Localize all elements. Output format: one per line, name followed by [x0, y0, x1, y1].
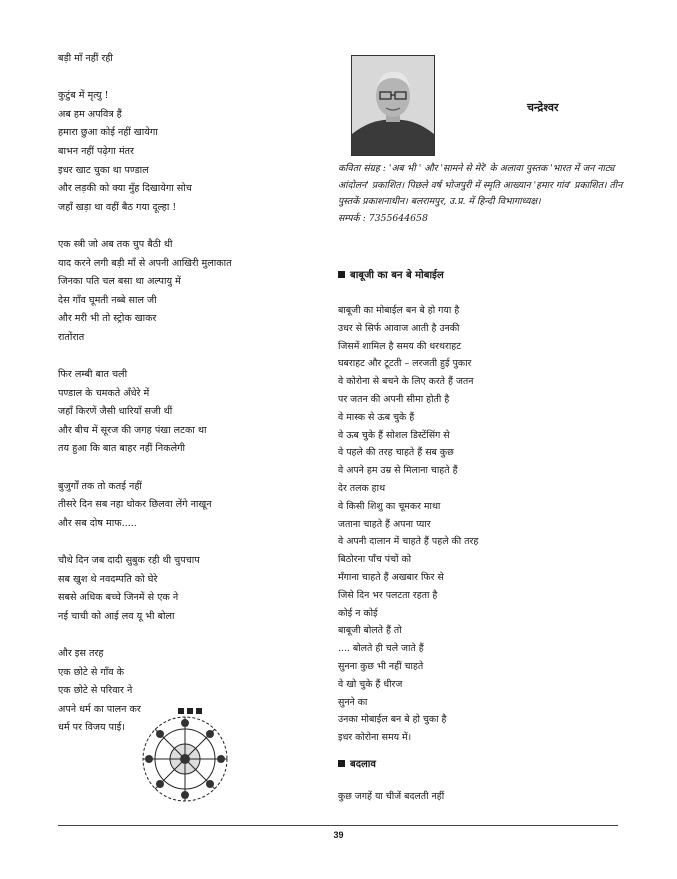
author-name: चन्द्रेश्वर [527, 101, 559, 114]
left-poem [58, 50, 308, 738]
poem-line: बिठोरना पाँच पंचों को [338, 554, 412, 566]
poem-line: सब खुश थे नवदम्पति को घेरे [58, 573, 158, 585]
author-bio [338, 161, 628, 227]
poem-line: पण्डाल के चमकते अँधेरे में [58, 387, 150, 399]
poem-line: और इस तरह [58, 648, 104, 659]
poem-line: वे ऊब चुके हैं सोशल डिस्टेंसिंग से [338, 429, 450, 441]
poem-line: तय हुआ कि बात बाहर नहीं निकलेगी [58, 443, 185, 455]
poem-line: वे अपने हम उम्र से मिलाना चाहते हैं [338, 465, 458, 477]
poem-line: कुटुंब में मृत्यु ! [58, 90, 109, 102]
poem-line: सुनना कुछ भी नहीं चाहते [338, 660, 424, 672]
poem-line: तीसरे दिन सब नहा धोकर छिलवा लेंगे नाखून [58, 499, 212, 511]
poem-line: घबराहट और टूटती – लरजती हुई पुकार [338, 358, 472, 370]
poem-line: जताना चाहते हैं अपना प्यार [338, 518, 431, 530]
poem-line: और मरी भी तो स्ट्रोक खाकर [58, 313, 157, 325]
poem-line: रातोंरात [58, 331, 85, 343]
poem-line: वे पहले की तरह चाहते हैं सब कुछ [338, 447, 454, 459]
poem-line: बुजुर्गों तक तो कतई नहीं [58, 480, 142, 492]
author-bio-text: कविता संग्रह : 'अब भी ' और 'सामने से मेरे' के अलावा पुस्तक 'भारत में जन नाट्य आंदोलन' प्रकाशित। पिछले वर्ष भोजपुरी में स्मृति आख्यान 'हमार गांव' प्रकाशित। तीन पुस्तकें प्रकाशनाधीन। बलरामपुर, उ.प्र. में हिन्दी विभागाध्यक्ष। [338, 163, 623, 207]
poem-line: अपने धर्म का पालन कर [58, 703, 141, 715]
poem-line: इधर खाट चुका था पण्डाल [58, 164, 149, 176]
poem-line: वे अपनी दालान में चाहते हैं पहले की तरह [338, 536, 479, 548]
author-photo [351, 55, 435, 156]
poem-line: बाबूजी बोलते हैं तो [338, 625, 402, 637]
footer-rule [58, 825, 618, 826]
poem-line: जिसे दिन भर पलटता रहता है [338, 589, 438, 601]
poem-line: जहाँ किरणें जैसी धारियाँ सजी थीं [58, 406, 173, 418]
poem-line: एक छोटे से परिवार ने [58, 685, 133, 697]
poem-line: जिनका पति चल बसा था अल्पायु में [58, 276, 181, 288]
poem-line: याद करने लगी बड़ी माँ से अपनी आखिरी मुलाकात [58, 257, 232, 269]
author-contact: सम्पर्क : 7355644658 [338, 212, 428, 224]
poem-babuji [338, 302, 628, 747]
poem-line: मँगाना चाहते हैं अखबार फिर से [338, 571, 444, 583]
stanza-gap [58, 533, 308, 552]
stanza-gap [58, 459, 308, 478]
poem-line: और लड़की को क्या मुँह दिखायेगा सोच [58, 183, 192, 195]
poem-title-text: बदलाव [350, 759, 376, 770]
poem-line: बाभन नहीं पढ़ेगा मंतर [58, 145, 134, 157]
section-separator [178, 699, 206, 705]
sun-emblem-illustration [140, 713, 230, 805]
square-bullet-icon [338, 760, 345, 767]
stanza-gap [58, 217, 308, 236]
poem-line: जिसमें शामिल है समय की धरथराहट [338, 340, 461, 352]
poem-line: उनका मोबाईल बन बे हो चुका है [338, 714, 447, 726]
poem-line: सबसे अधिक बच्चे जिनमें से एक ने [58, 592, 179, 604]
poem-line: और बीच में सूरज की जगह पंखा लटका था [58, 424, 207, 436]
poem-line: देर तलक हाथ [338, 482, 386, 494]
stanza-gap [58, 626, 308, 645]
poem-line: और सब दोष माफ..... [58, 517, 137, 529]
poem-title-text: बाबूजी का बन बे मोबाईल [350, 270, 444, 281]
poem-line: इधर कोरोना समय में। [338, 732, 412, 744]
poem-line: अब हम अपवित्र हैं [58, 108, 122, 120]
stanza-gap [58, 69, 308, 88]
stanza-gap [58, 348, 308, 367]
poem-line: एक स्त्री जो अब तक चुप बैठी थी [58, 238, 173, 250]
poem-line: बाबूजी का मोबाईल बन बे हो गया है [338, 305, 460, 316]
poem-line: देस गाँव घूमती नब्बे साल जी [58, 294, 157, 306]
poem-badlav-first-line: कुछ जगहें या चीजें बदलती नहीं [338, 791, 445, 802]
poem-line: वे खो चुके हैं धीरज [338, 678, 403, 690]
poem-line: कोई न कोई [338, 607, 378, 619]
poem-line: धर्म पर विजय पाई। [58, 722, 125, 734]
poem-line: जहाँ खड़ा था वहीं बैठ गया दूल्हा ! [58, 201, 177, 213]
poem-line: .... बोलते ही चले जाते हैं [338, 643, 424, 655]
poem-line: पर जतन की अपनी सीमा होती है [338, 393, 450, 405]
poem-line: चौथे दिन जब दादी सुबुक रही थी चुपचाप [58, 555, 200, 567]
poem-line: वे कोरोना से बचने के लिए करते हैं जतन [338, 376, 474, 388]
poem-line: सुनने का [338, 696, 368, 708]
poem-title-babuji [338, 267, 444, 281]
poem-line: नई चाची को आई लव यू भी बोला [58, 610, 175, 622]
poem-line: वे किसी शिशु का चूमकर माथा [338, 500, 441, 512]
poem-line: फिर लम्बी बात चली [58, 369, 128, 381]
square-bullet-icon [338, 271, 345, 278]
poem-title-badlav [338, 756, 376, 770]
page-number: 39 [333, 830, 344, 840]
poem-line: हमारा छुआ कोई नहीं खायेगा [58, 127, 158, 139]
poem-line: उधर से सिर्फ आवाज आती है उनकी [338, 322, 460, 334]
poem-line: बड़ी माँ नहीं रही [58, 53, 113, 64]
poem-line: वे मास्क से ऊब चुके हैं [338, 411, 415, 423]
poem-line: एक छोटे से गाँव के [58, 666, 124, 678]
